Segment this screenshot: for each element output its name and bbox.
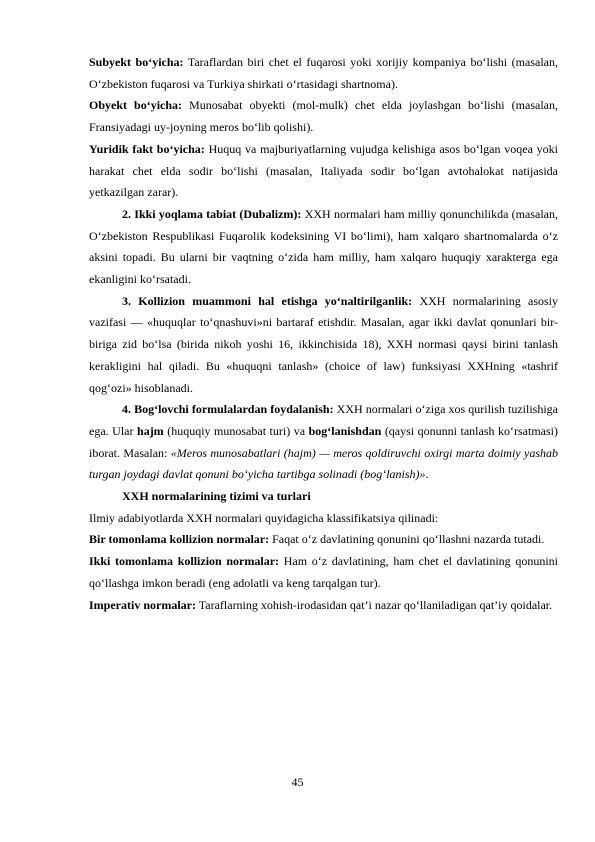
text-connecting-end: . <box>425 467 429 482</box>
paragraph-conflict-resolution <box>89 291 558 400</box>
text-connecting-1: XXH normalari o‘ziga xos qurilish tuzilishiga ega. Ular <box>89 402 558 438</box>
text-dualism: XXH normalari ham milliy qonunchilikda (masalan, O‘zbekiston Respublikasi Fuqarolik kodeksining VI bo‘limi), ham xalqaro shartnomalarda o‘z aksini topadi. Bu ularni bir vaqtning o‘zida ham milliy, ham xalqaro huquqiy xarakterga ega ekanligini ko‘rsatadi. <box>89 206 558 287</box>
text-legal-fact: Huquq va majburiyatlarning vujudga kelishiga asos bo‘lgan voqea yoki harakat chet elda sodir bo‘lishi (masalan, Italiyada sodir bo‘lgan avtohalokat natijasida yetkazilgan zarar). <box>89 141 558 200</box>
paragraph-classification-intro: Ilmiy adabiyotlarda XXH normalari quyidagicha klassifikatsiya qilinadi: <box>89 510 439 525</box>
text-subject: Taraflardan biri chet el fuqarosi yoki xorijiy kompaniya bo‘lishi (masalan, O‘zbekiston fuqarosi va Turkiya shirkati o‘rtasidagi shartnoma). <box>89 55 558 91</box>
text-connecting-2: (huquqiy munosabat turi) va <box>163 423 309 438</box>
paragraph-legal-fact-criterion <box>89 139 558 204</box>
paragraph-dualism <box>89 204 558 291</box>
term-object: Obyekt bo‘yicha: <box>89 98 183 113</box>
document-page <box>89 52 558 616</box>
paragraph-subject-criterion <box>89 52 558 95</box>
text-unilateral: Faqat o‘z davlatining qonunini qo‘llashni nazarda tutadi. <box>269 532 545 547</box>
paragraph-unilateral-norms <box>89 529 558 551</box>
text-bilateral: Ham o‘z davlatining, ham chet el davlatining qonunini qo‘llashga imkon beradi (eng adolatli va keng tarqalgan tur). <box>89 554 558 590</box>
term-imperative: Imperativ normalar: <box>89 597 196 612</box>
bold-scope: hajm <box>137 423 164 438</box>
paragraph-object-criterion <box>89 95 558 138</box>
term-unilateral: Bir tomonlama kollizion normalar: <box>89 532 270 547</box>
term-conflict-resolution: 3. Kollizion muammoni hal etishga yo‘naltirilganlik: <box>122 293 413 308</box>
paragraph-imperative-norms <box>89 595 558 617</box>
term-legal-fact: Yuridik fakt bo‘yicha: <box>89 141 205 156</box>
text-conflict-resolution: XXH normalarining asosiy vazifasi — «huquqlar to‘qnashuvi»ni bartaraf etishdir. Masalan, agar ikki davlat qonunlari bir-biriga zid bo‘lsa (birida nikoh yoshi 16, ikkinchisida 18), XXH normasi qaysi birini tanlash kerakligini hal qiladi. Bu «huquqni tanlash» (choice of law) funksiyasi XXHning «tashrif qog‘ozi» hisoblanadi. <box>89 293 559 395</box>
paragraph-bilateral-norms <box>89 551 558 594</box>
term-connecting-formulas: 4. Bog‘lovchi formulalardan foydalanish: <box>122 402 334 417</box>
italic-example: «Meros munosabatlari (hajm) — meros qoldiruvchi oxirgi marta doimiy yashab turgan joydagi davlat qonuni bo‘yicha tartibga solinadi (bog‘lanish)» <box>89 445 558 482</box>
bold-connection: bog‘lanishdan <box>308 423 382 438</box>
section-heading: XXH normalarining tizimi va turlari <box>122 489 311 504</box>
text-imperative: Taraflarning xohish-irodasidan qat’i nazar qo‘llaniladigan qat’iy qoidalar. <box>195 597 553 612</box>
term-bilateral: Ikki tomonlama kollizion normalar: <box>89 554 280 569</box>
term-subject: Subyekt bo‘yicha: <box>89 55 184 69</box>
page-number: 45 <box>291 775 304 789</box>
paragraph-connecting-formulas <box>89 399 558 486</box>
text-connecting-3: (qaysi qonunni tanlash ko‘rsatmasi) iborat. Masalan: <box>89 423 558 460</box>
term-dualism: 2. Ikki yoqlama tabiat (Dubalizm): <box>122 206 302 221</box>
text-object: Munosabat obyekti (mol-mulk) chet elda joylashgan bo‘lishi (masalan, Fransiyadagi uy-joyning meros bo‘lib qolishi). <box>89 98 558 135</box>
